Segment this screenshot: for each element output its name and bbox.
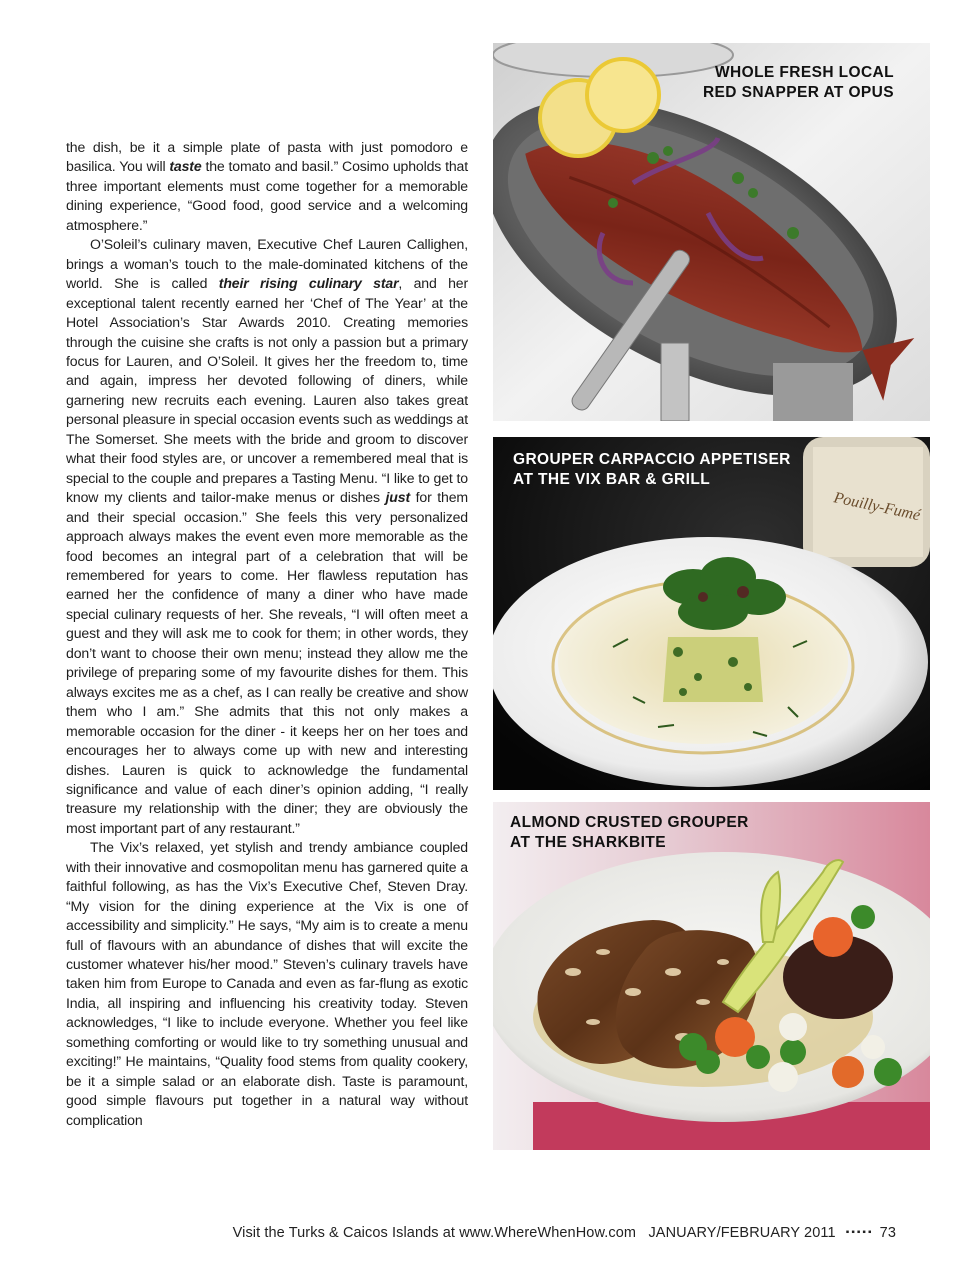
footer-dots: ▪▪▪▪▪ <box>845 1227 874 1238</box>
footer-visit-text: Visit the Turks & Caicos Islands at www.WhereWhenHow.com <box>232 1225 637 1241</box>
page-number: 73 <box>879 1225 896 1241</box>
photo-caption: GROUPER CARPACCIO APPETISER AT THE VIX BAR & GRILL <box>513 451 791 488</box>
footer-issue-date: JANUARY/FEBRUARY 2011 <box>648 1225 836 1241</box>
photo-caption: WHOLE FRESH LOCAL RED SNAPPER AT OPUS <box>702 64 894 101</box>
photo-grouper-carpaccio <box>493 437 930 790</box>
article-paragraph: O’Soleil’s culinary maven, Executive Chef Lauren Callighen, brings a woman’s touch to the male-dominated kitchens of the world. She is called their rising culinary star, and her exceptional talent recently earned her ‘Chef of The Year’ at the Hotel Association’s Star Awards 2010. Creating memories through the cuisine she crafts is not only a passion but a primary focus for Lauren, and O’Soleil. It gives her the freedom to, time and again, impress her devoted following of diners, while garnering new recruits each evening. Lauren also takes great personal pleasure in special occasion events such as weddings at The Somerset. She meets with the bride and groom to discover what their food styles are, or uncover a remembered meal that is special to the couple and prepares a Tasting Menu. “I like to get to know my clients and tailor-make menus or dishes just for them and their special occasion.” She feels this very personalized approach always makes the event even more memorable as the food becomes an integral part of a celebration that will be remembered for years to come. Her flawless reputation has earned her the confidence of many a diner who have made special culinary requests of her. She reveals, “I will often meet a guest and they will ask me to cook for them; in other words, they don’t want to choose their own menu; instead they allow me the privilege of preparing some of my favourite dishes for them. This always excites me as a chef, as I can really be creative and show them who I am.” She admits that this not only makes a memorable occasion for the diner - it keeps her on her toes and encourages her to always come up with new and interesting dishes. Lauren is quick to acknowledge the fundamental significance and value of each diner’s opinion adding, “I really treasure my relationship with the diner; they are obviously the most important part of any restaurant.” <box>66 236 469 836</box>
photo-red-snapper <box>493 43 930 421</box>
article-body <box>66 138 468 1130</box>
photo-almond-crusted-grouper <box>493 802 930 1150</box>
article-paragraph: The Vix’s relaxed, yet stylish and trendy ambiance coupled with their innovative and cosmopolitan menu has garnered quite a faithful following, as has the Vix’s Executive Chef, Steven Dray. “My vision for the dining experience at the Vix is one of accessibility and simplicity.” He says, “My aim is to create a menu full of flavours with an abundance of dishes that will excite the customer whatever his/her mood.” Steven’s culinary travels have taken him from Europe to Canada and even as far-flung as exotic India, all inspiring and influencing his creativity today. Steven acknowledges, “I like to include everyone. Whether you feel like something comforting or would like to try something unusual and exciting!” He maintains, “Quality food stems from quality cookery, be it a simple salad or an elaborate dish. Taste is paramount, good simple flavours put together in a natural way without complication <box>66 839 468 1128</box>
article-paragraph: the dish, be it a simple plate of pasta with just pomodoro e basilica. You will taste the tomato and basil.” Cosimo upholds that three important elements must come together for a memorable dining experience, “Good food, good service and a welcoming atmosphere.” <box>66 139 468 233</box>
photo-caption: ALMOND CRUSTED GROUPER AT THE SHARKBITE <box>510 814 749 851</box>
bottle-label: Pouilly-Fumé <box>832 489 922 525</box>
page-footer <box>0 1225 896 1241</box>
